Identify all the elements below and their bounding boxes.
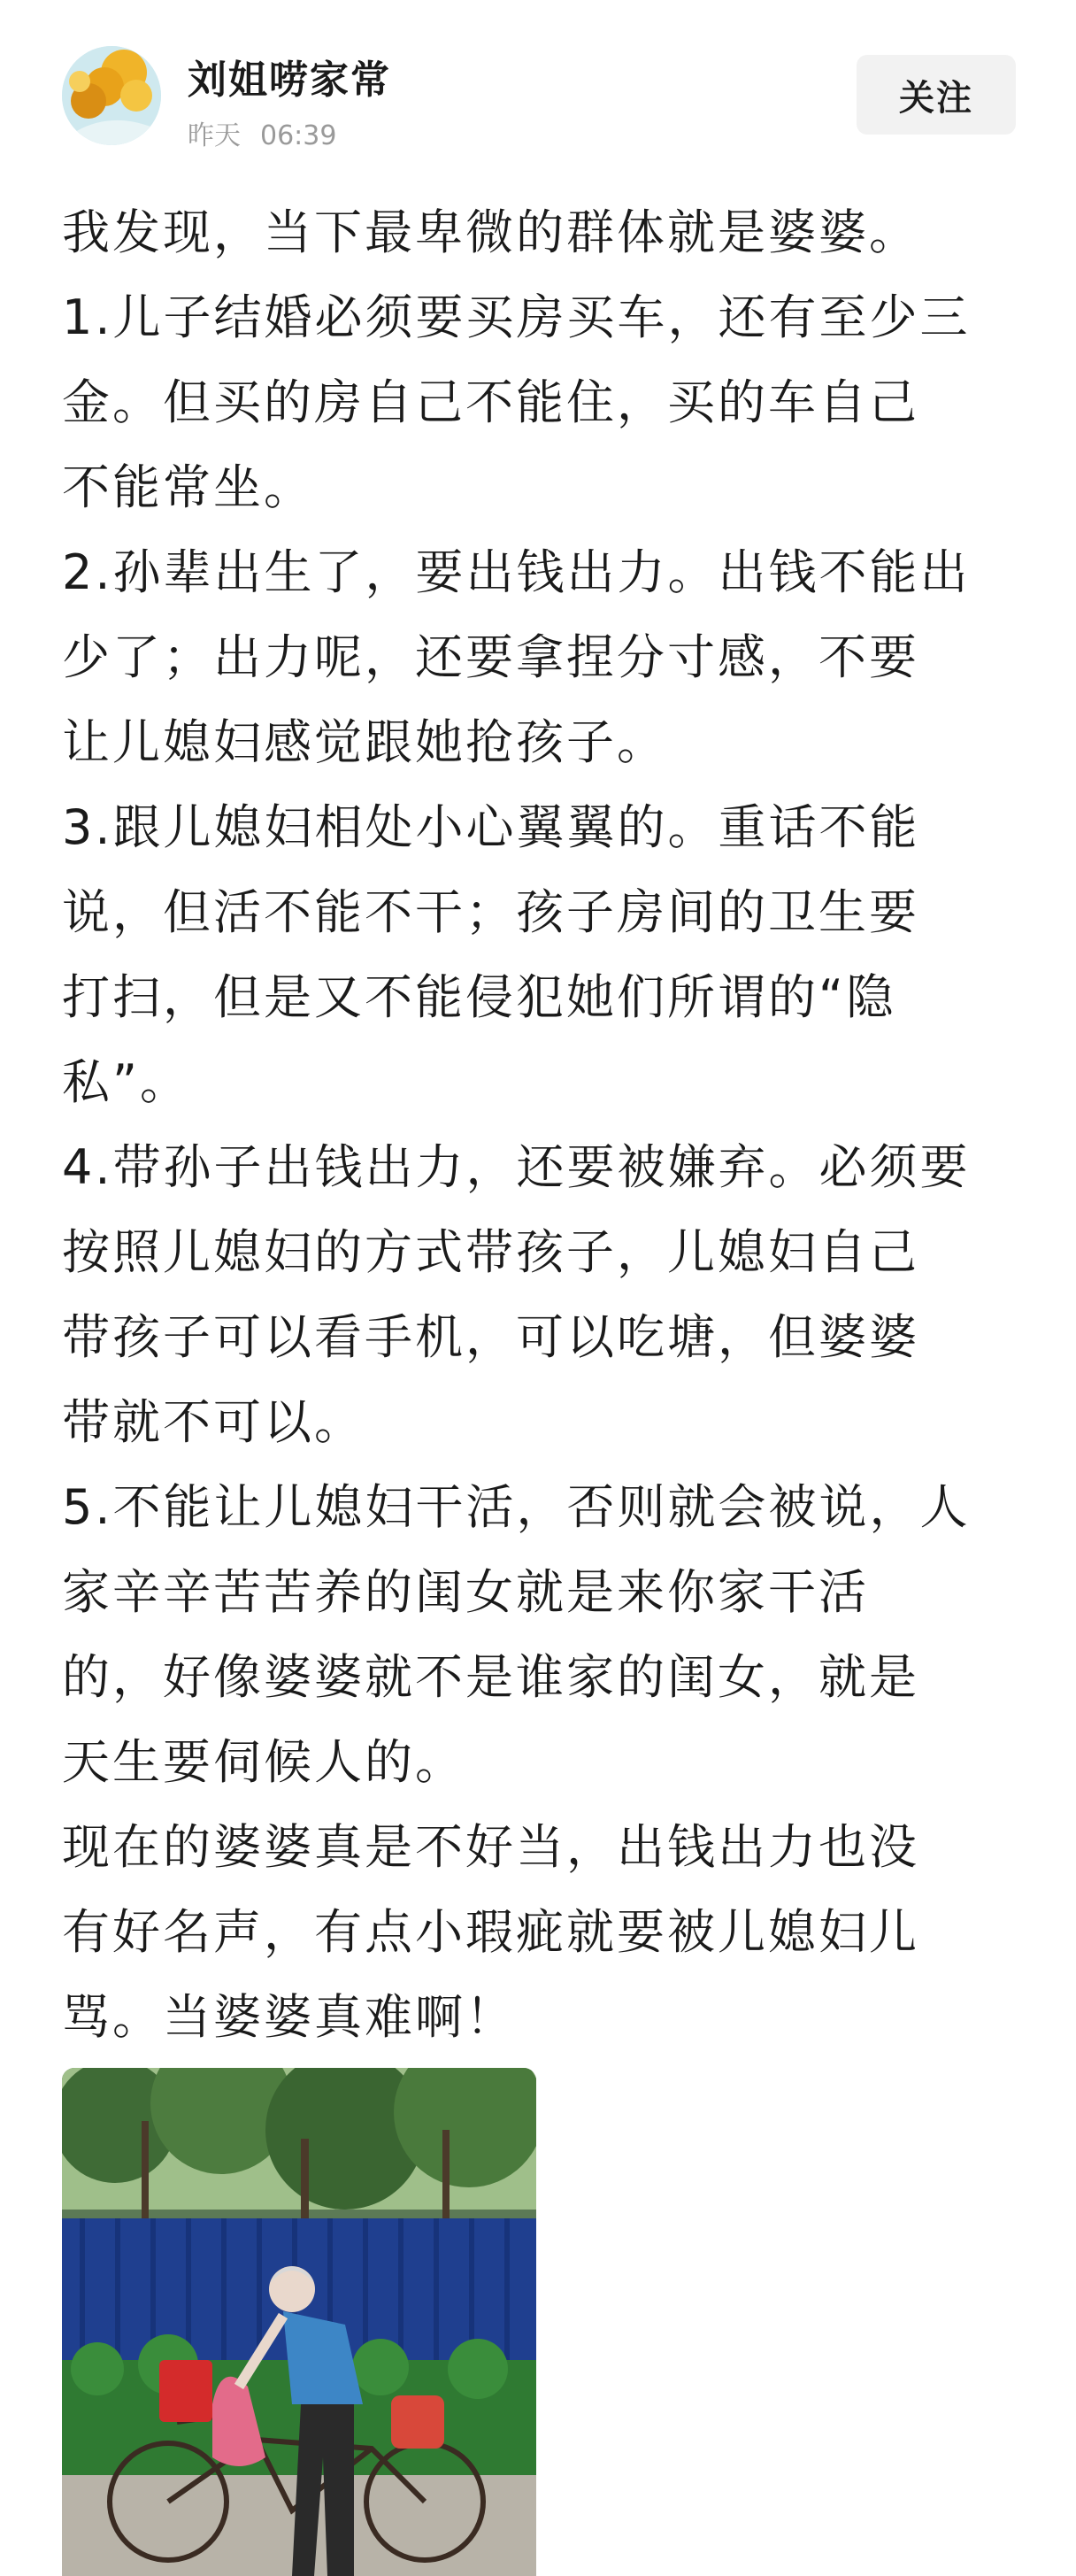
text-line: 有好名声，有点小瑕疵就要被儿媳妇儿 xyxy=(62,1904,919,1960)
avatar-image xyxy=(62,46,161,145)
text-line: 3.跟儿媳妇相处小心翼翼的。重话不能 xyxy=(62,799,920,855)
text-line: 家辛辛苦苦养的闺女就是来你家干活 xyxy=(62,1564,869,1620)
author-avatar[interactable] xyxy=(62,46,161,145)
text-line: 金。但买的房自己不能住，买的车自己 xyxy=(62,374,919,430)
text-line: 私”。 xyxy=(62,1054,190,1110)
post-time: 06:39 xyxy=(260,120,337,151)
post-body xyxy=(62,190,1018,2060)
text-line: 说，但活不能不干；孩子房间的卫生要 xyxy=(62,884,919,940)
post-timestamp xyxy=(188,113,336,152)
post-header xyxy=(0,0,1076,168)
text-line: 带孩子可以看手机，可以吃塘，但婆婆 xyxy=(62,1309,919,1365)
text-line: 4.带孙子出钱出力，还要被嫌弃。必须要 xyxy=(62,1139,971,1195)
text-line: 不能常坐。 xyxy=(62,459,314,515)
text-line: 按照儿媳妇的方式带孩子，儿媳妇自己 xyxy=(62,1224,919,1280)
text-line: 带就不可以。 xyxy=(62,1394,365,1450)
text-line: 5.不能让儿媳妇干活，否则就会被说，人 xyxy=(62,1479,971,1535)
text-line: 天生要伺候人的。 xyxy=(62,1734,465,1790)
post-photo[interactable] xyxy=(62,2068,536,2576)
text-line: 骂。当婆婆真难啊！ xyxy=(62,1989,516,2045)
text-line: 2.孙辈出生了，要出钱出力。出钱不能出 xyxy=(62,544,971,600)
text-line: 的，好像婆婆就不是谁家的闺女，就是 xyxy=(62,1649,919,1705)
text-line: 少了；出力呢，还要拿捏分寸感，不要 xyxy=(62,629,919,685)
text-line: 现在的婆婆真是不好当，出钱出力也没 xyxy=(62,1819,919,1875)
text-line: 我发现，当下最卑微的群体就是婆婆。 xyxy=(62,204,919,260)
text-line: 1.儿子结婚必须要买房买车，还有至少三 xyxy=(62,289,971,345)
post-date: 昨天 xyxy=(188,120,241,151)
author-name[interactable]: 刘姐唠家常 xyxy=(188,58,391,103)
text-line: 让儿媳妇感觉跟她抢孩子。 xyxy=(62,714,667,770)
follow-button[interactable]: 关注 xyxy=(857,55,1016,135)
text-line: 打扫，但是又不能侵犯她们所谓的“隐 xyxy=(62,969,896,1025)
photo-illustration xyxy=(62,2068,536,2576)
